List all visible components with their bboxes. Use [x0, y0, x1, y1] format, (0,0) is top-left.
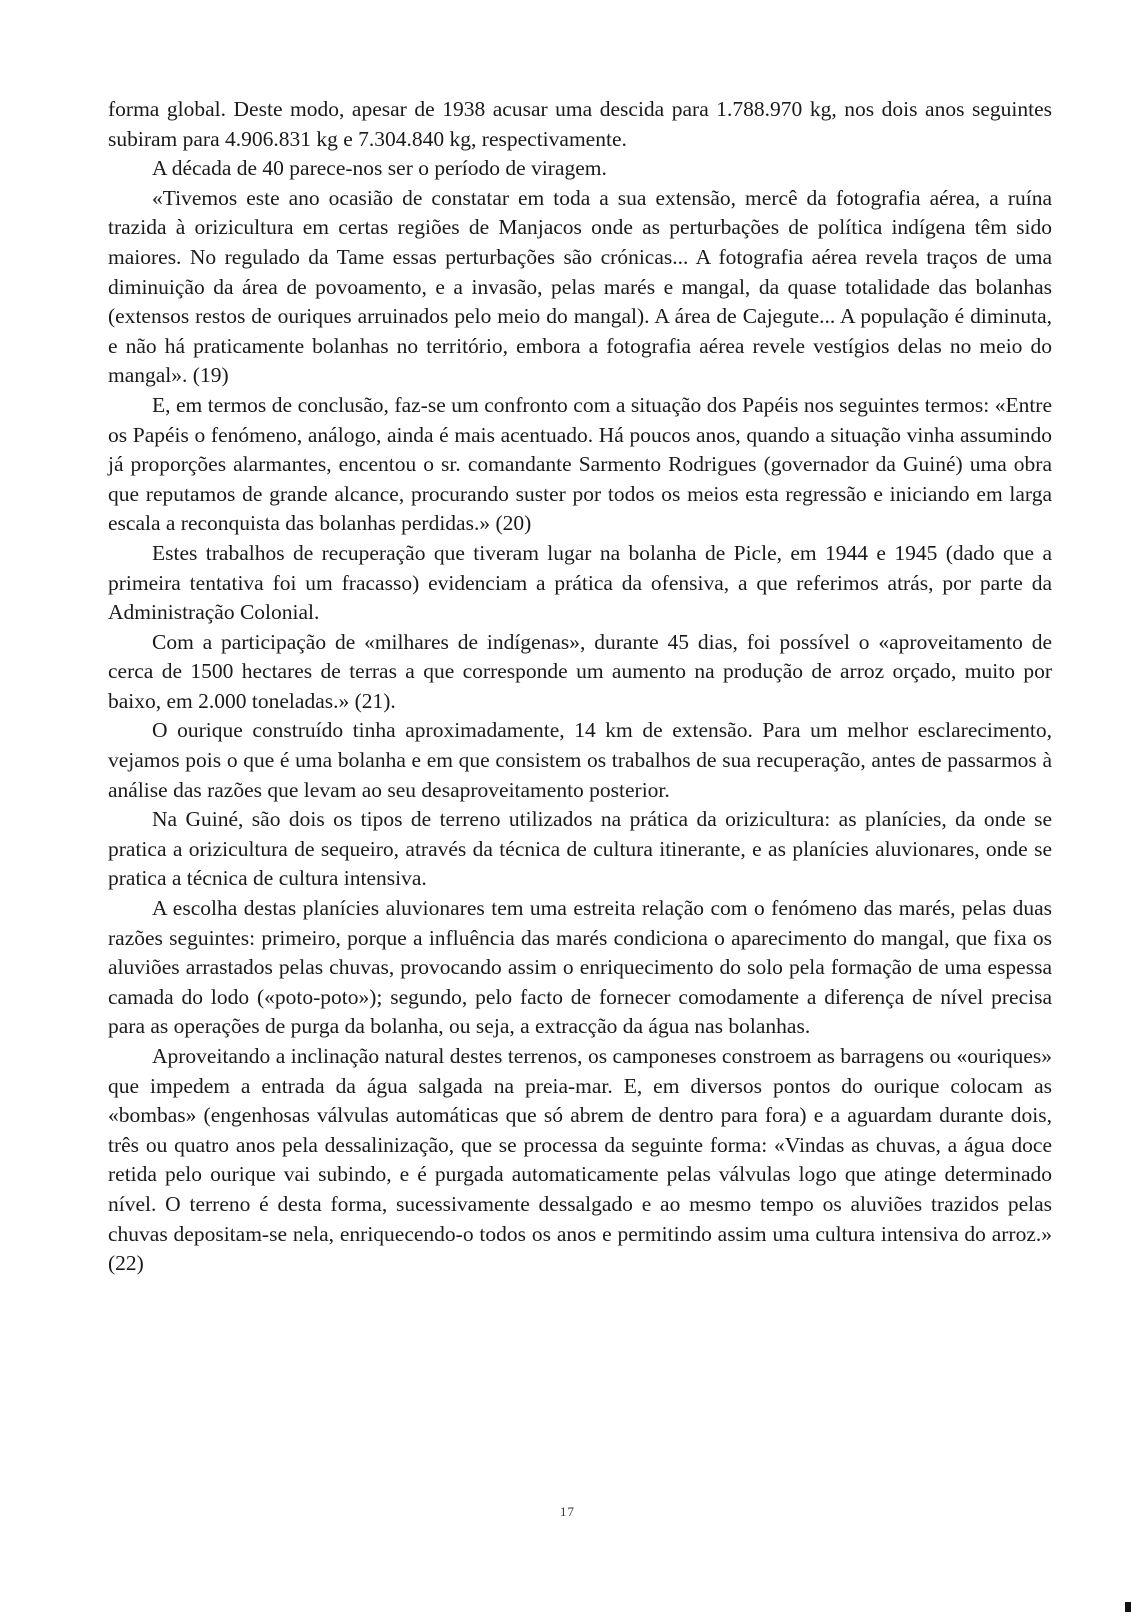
page-body	[108, 95, 1052, 1279]
paragraph: E, em termos de conclusão, faz-se um confronto com a situação dos Papéis nos seguintes termos: «Entre os Papéis o fenómeno, análogo, ainda é mais acentuado. Há poucos anos, quando a situação vinha assumindo já proporções alarmantes, encentou o sr. comandante Sarmento Rodrigues (governador da Guiné) uma obra que reputamos de grande alcance, procurando suster por todos os meios esta regressão e iniciando em larga escala a reconquista das bolanhas perdidas.» (20)	[108, 392, 1052, 536]
page-number: 17	[560, 1504, 575, 1519]
paragraph: forma global. Deste modo, apesar de 1938 acusar uma descida para 1.788.970 kg, nos dois anos seguintes subiram para 4.906.831 kg e 7.304.840 kg, respectivamente.	[108, 97, 1052, 151]
paragraph: A escolha destas planícies aluvionares tem uma estreita relação com o fenómeno das marés, pelas duas razões seguintes: primeiro, porque a influência das marés condiciona o aparecimento do mangal, que fixa os aluviões arrastados pelas chuvas, provocando assim o enriquecimento do solo pela formação de uma espessa camada do lodo («poto-poto»); segundo, pelo facto de fornecer comodamente a diferença de nível precisa para as operações de purga da bolanha, ou seja, a extracção da água nas bolanhas.	[108, 896, 1052, 1039]
paragraph: «Tivemos este ano ocasião de constatar em toda a sua extensão, mercê da fotografia aérea, a ruína trazida à orizicultura em certas regiões de Manjacos onde as perturbações de política indígena têm sido maiores. No regulado da Tame essas perturbações são crónicas... A fotografia aérea revela traços de uma diminuição da área de povoamento, e a invasão, pelas marés e mangal, da quase totalidade das bolanhas (extensos restos de ouriques arruinados pelo meio do mangal). A área de Cajegute... A população é diminuta, e não há praticamente bolanhas no território, embora a fotografia aérea revele vestígios delas no meio do mangal». (19)	[108, 185, 1052, 388]
paragraph: Aproveitando a inclinação natural destes terrenos, os camponeses constroem as barragens ou «ouriques» que impedem a entrada da água salgada na preia-mar. E, em diversos pontos do ourique colocam as «bombas» (engenhosas válvulas automáticas que só abrem de dentro para fora) e a aguardam durante dois, três ou quatro anos pela dessalinização, que se processa da seguinte forma: «Vindas as chuvas, a água doce retida pelo ourique vai subindo, e é purgada automaticamente pelas válvulas logo que atinge determinado nível. O terreno é desta forma, sucessivamente dessalgado e ao mesmo tempo os aluviões trazidos pelas chuvas depositam-se nela, enriquecendo-o todos os anos e permitindo assim uma cultura intensiva do arroz.» (22)	[108, 1044, 1052, 1276]
paragraph: O ourique construído tinha aproximadamente, 14 km de extensão. Para um melhor esclarecimento, vejamos pois o que é uma bolanha e em que consistem os trabalhos de sua recuperação, antes de passarmos à análise das razões que levam ao seu desaproveitamento posterior.	[108, 718, 1052, 802]
paragraph: Na Guiné, são dois os tipos de terreno utilizados na prática da orizicultura: as planícies, da onde se pratica a orizicultura de sequeiro, através da técnica de cultura itinerante, e as planícies aluvionares, onde se pratica a técnica de cultura intensiva.	[108, 807, 1052, 891]
paragraph: Estes trabalhos de recuperação que tiveram lugar na bolanha de Picle, em 1944 e 1945 (dado que a primeira tentativa foi um fracasso) evidenciam a prática da ofensiva, a que referimos atrás, por parte da Administração Colonial.	[108, 540, 1052, 625]
paragraph: A década de 40 parece-nos ser o período de viragem.	[152, 156, 607, 181]
scan-mark	[1125, 1602, 1131, 1612]
paragraph: Com a participação de «milhares de indígenas», durante 45 dias, foi possível o «aproveitamento de cerca de 1500 hectares de terras a que corresponde um aumento na produção de arroz orçado, muito por baixo, em 2.000 toneladas.» (21).	[108, 629, 1052, 713]
